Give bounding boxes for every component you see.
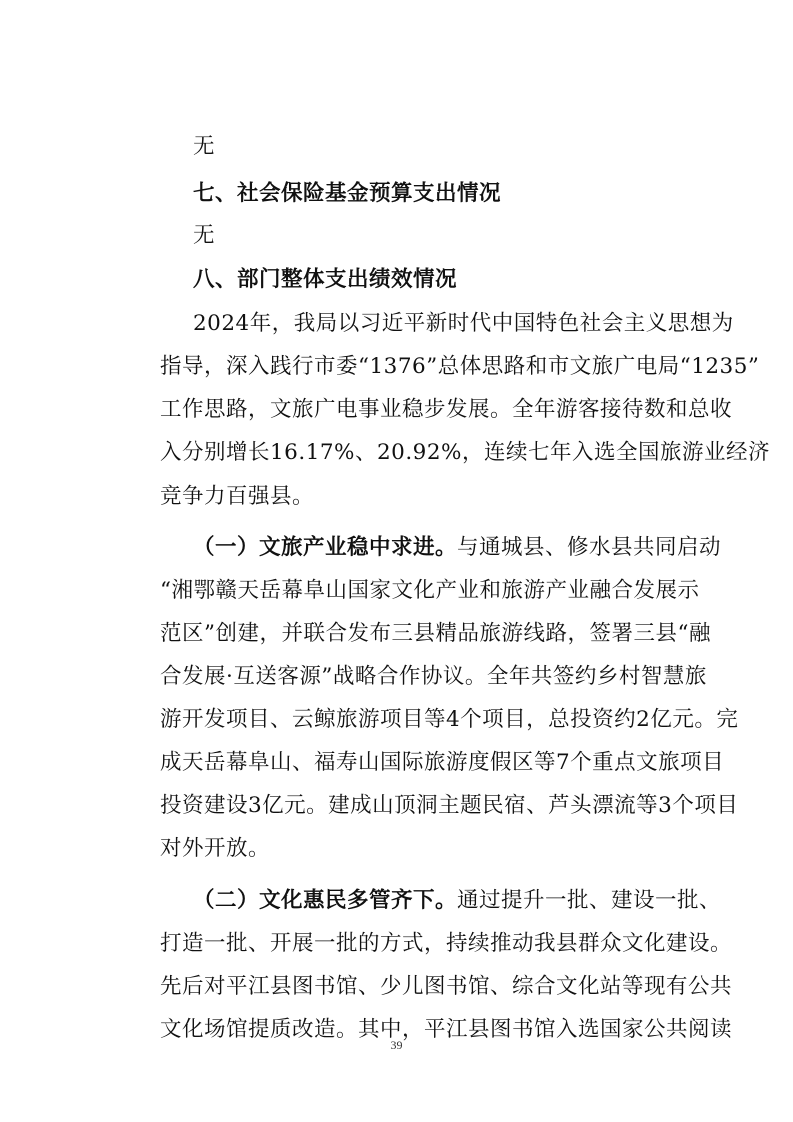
paragraph-line: 范区”创建，并联合发布三县精品旅游线路，签署三县“融 bbox=[160, 621, 711, 646]
paragraph-line: 游开发项目、云鲸旅游项目等4个项目，总投资约2亿元。完 bbox=[160, 707, 739, 732]
paragraph-line: 先后对平江县图书馆、少儿图书馆、综合文化站等现有公共 bbox=[160, 974, 733, 999]
paragraph-line: 工作思路，文旅广电事业稳步发展。全年游客接待数和总收 bbox=[160, 397, 733, 422]
paragraph-line bbox=[193, 888, 721, 914]
section6-content: 无 bbox=[193, 134, 216, 159]
paragraph-line: 2024年，我局以习近平新时代中国特色社会主义思想为 bbox=[193, 311, 734, 336]
paragraph-line: 投资建设3亿元。建成山顶洞主题民宿、芦头漂流等3个项目 bbox=[160, 793, 739, 818]
paragraph-line: 成天岳幕阜山、福寿山国际旅游度假区等7个重点文旅项目 bbox=[160, 750, 725, 775]
paragraph-line: “湘鄂赣天岳幕阜山国家文化产业和旅游产业融合发展示 bbox=[160, 578, 700, 603]
part2-first-line-rest: 通过提升一批、建设一批、 bbox=[457, 888, 722, 913]
section7-heading: 七、社会保险基金预算支出情况 bbox=[193, 181, 502, 206]
section8-heading: 八、部门整体支出绩效情况 bbox=[193, 267, 458, 292]
page-number: 39 bbox=[390, 1038, 403, 1052]
part1-title: （一）文旅产业稳中求进。 bbox=[193, 535, 458, 560]
paragraph-line: 入分别增长16.17%、20.92%，连续七年入选全国旅游业经济 bbox=[160, 440, 770, 465]
section7-content: 无 bbox=[193, 223, 216, 248]
paragraph-line: 文化场馆提质改造。其中，平江县图书馆入选国家公共阅读 bbox=[160, 1017, 733, 1042]
part1-first-line-rest: 与通城县、修水县共同启动 bbox=[457, 535, 722, 560]
paragraph-line bbox=[193, 535, 721, 561]
paragraph-line: 对外开放。 bbox=[160, 836, 271, 861]
paragraph-line: 竞争力百强县。 bbox=[160, 484, 315, 509]
paragraph-line: 打造一批、开展一批的方式，持续推动我县群众文化建设。 bbox=[160, 931, 733, 956]
part2-title: （二）文化惠民多管齐下。 bbox=[193, 888, 458, 913]
paragraph-line: 合发展·互送客源”战略合作协议。全年共签约乡村智慧旅 bbox=[160, 664, 707, 689]
paragraph-line: 指导，深入践行市委“1376”总体思路和市文旅广电局“1235” bbox=[160, 354, 760, 379]
